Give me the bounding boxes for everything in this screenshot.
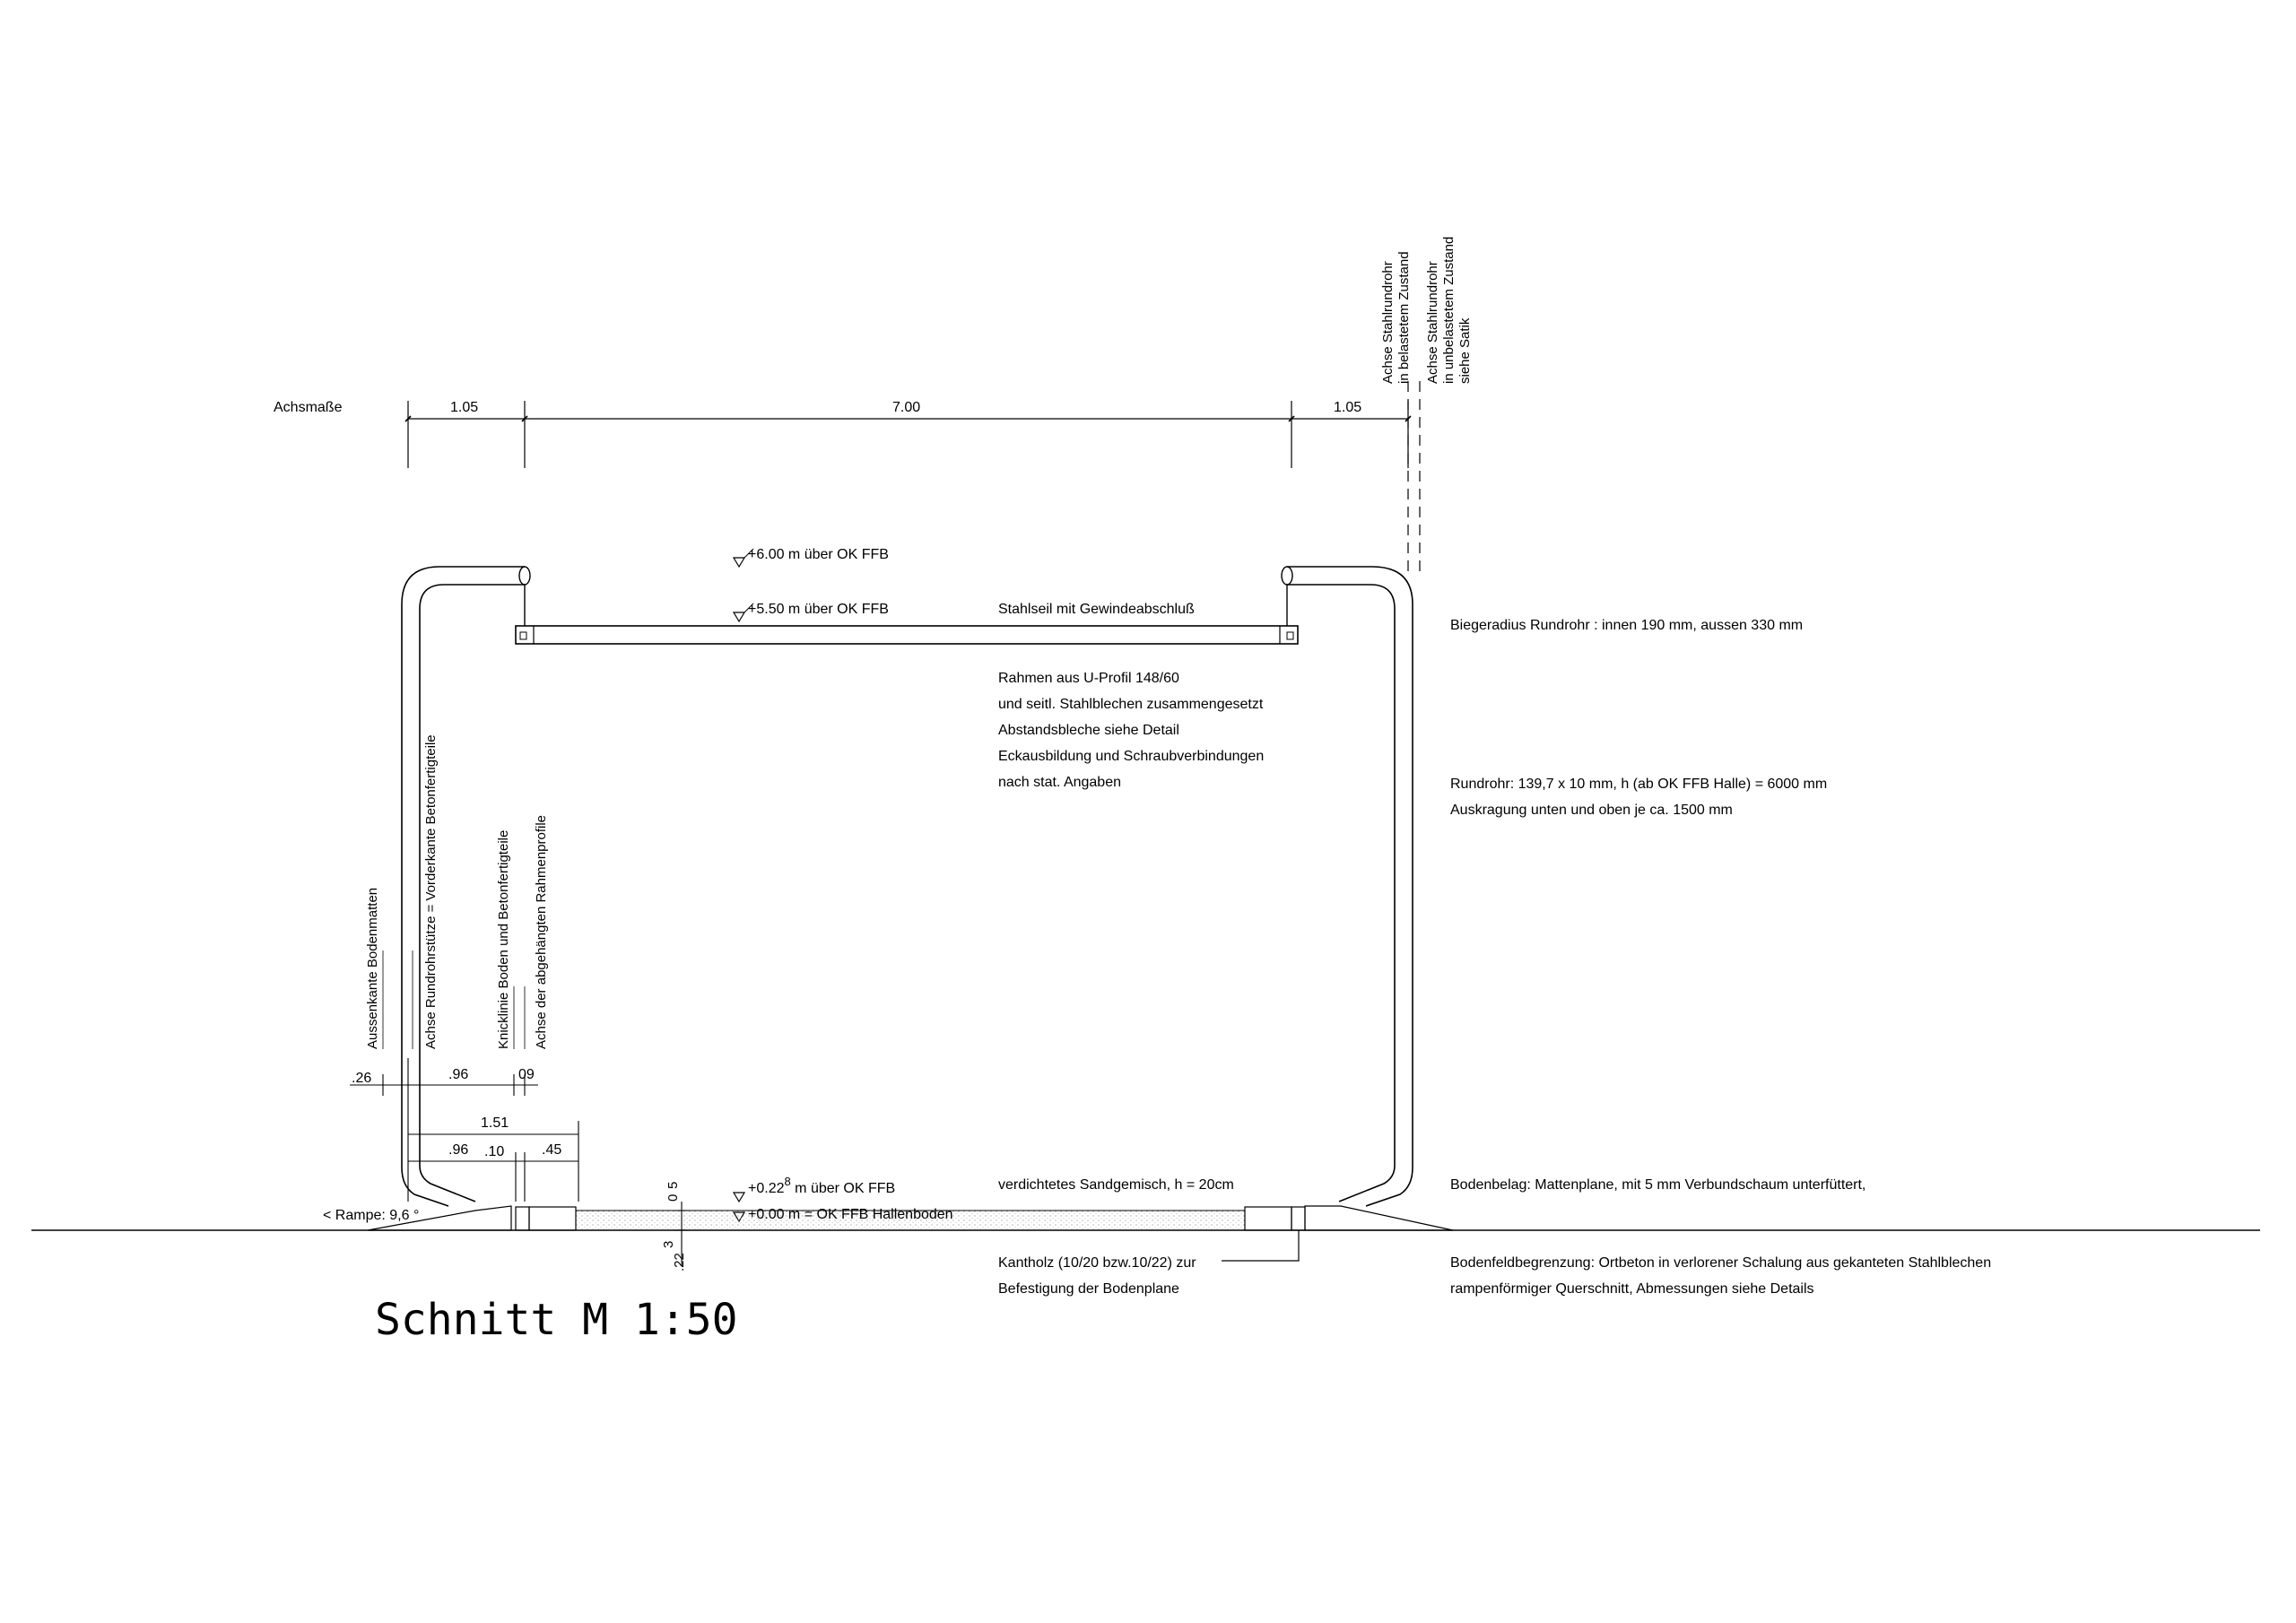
frame-beam [516,626,1298,644]
dim-05-5: 5 [665,1181,681,1189]
rahmen-note-4: Eckausbildung und Schraubverbindungen [998,749,1265,764]
label-knicklinie: Knicklinie Boden und Betonfertigteile [496,829,511,1049]
right-tube-end [1282,567,1292,585]
dim-3: 3 [661,1240,676,1248]
dim-22: .22 [672,1253,687,1271]
level-600: +6.00 m über OK FFB [748,547,889,562]
dim-05-0: 0 [665,1193,681,1202]
rahmen-note-3: Abstandsbleche siehe Detail [998,723,1179,738]
stahlseil-note: Stahlseil mit Gewindeabschluß [998,602,1195,617]
rahmen-note-2: und seitl. Stahlblechen zusammengesetzt [998,697,1264,712]
right-floor-edge [1245,1206,1453,1230]
left-tube-end [519,567,530,585]
bodenfeld-note-1: Bodenfeldbegrenzung: Ortbeton in verlorener Schalung aus gekanteten Stahlblechen [1450,1255,1992,1271]
kantholz-note-1: Kantholz (10/20 bzw.10/22) zur [998,1255,1196,1271]
drawing-title: Schnitt M 1:50 [375,1295,738,1345]
right-steel-tube [1287,567,1413,1206]
axis-unloaded-line1: Achse Stahlrundrohr [1425,261,1440,384]
axis-unloaded-line3: siehe Satik [1457,317,1473,384]
kantholz-leader [1222,1230,1299,1261]
dim-45: .45 [542,1142,562,1158]
axis-loaded-line2: in belastetem Zustand [1396,251,1412,384]
axis-unloaded-line2: in unbelastetem Zustand [1441,236,1457,384]
dim-09: 09 [518,1067,535,1082]
biegeradius-note: Biegeradius Rundrohr : innen 190 mm, aussen 330 mm [1450,618,1804,633]
rahmen-note-1: Rahmen aus U-Profil 148/60 [998,671,1179,686]
rampe-label: < Rampe: 9,6 ° [323,1208,420,1223]
kantholz-note-2: Befestigung der Bodenplane [998,1281,1179,1297]
dim-10: .10 [484,1144,505,1159]
level-022: $+0.22^8$ m über OK FFB [748,1175,896,1196]
rahmen-note-5: nach stat. Angaben [998,775,1121,790]
dim-center-700: 7.00 [892,400,921,415]
dim-right-105: 1.05 [1334,400,1362,415]
dim-96-bottom: .96 [448,1142,469,1158]
achsmasse-label: Achsmaße [274,400,343,415]
dim-26: .26 [352,1071,372,1086]
rundrohr-note-2: Auskragung unten und oben je ca. 1500 mm [1450,803,1733,818]
level-550: +5.50 m über OK FFB [748,602,889,617]
axis-loaded-line1: Achse Stahlrundrohr [1380,261,1396,384]
bodenfeld-note-2: rampenförmiger Querschnitt, Abmessungen siehe Details [1450,1281,1814,1297]
bodenbelag-note: Bodenbelag: Mattenplane, mit 5 mm Verbundschaum unterfüttert, [1450,1177,1866,1193]
label-achse-rahmen: Achse der abgehängten Rahmenprofile [534,814,549,1049]
dim-left-105: 1.05 [450,400,479,415]
dim-96-top: .96 [448,1067,469,1082]
level-markers [734,549,753,1221]
dim-151: 1.51 [481,1115,509,1131]
sand-note: verdichtetes Sandgemisch, h = 20cm [998,1177,1234,1193]
label-aussenkante: Aussenkante Bodenmatten [365,887,380,1049]
level-000: +0.00 m = OK FFB Hallenboden [748,1207,953,1222]
lower-dimensions [350,1058,689,1266]
rundrohr-note-1: Rundrohr: 139,7 x 10 mm, h (ab OK FFB Halle) = 6000 mm [1450,777,1828,792]
label-achse-rundrohr: Achse Rundrohrstütze = Vorderkante Betonfertigteile [423,734,439,1049]
